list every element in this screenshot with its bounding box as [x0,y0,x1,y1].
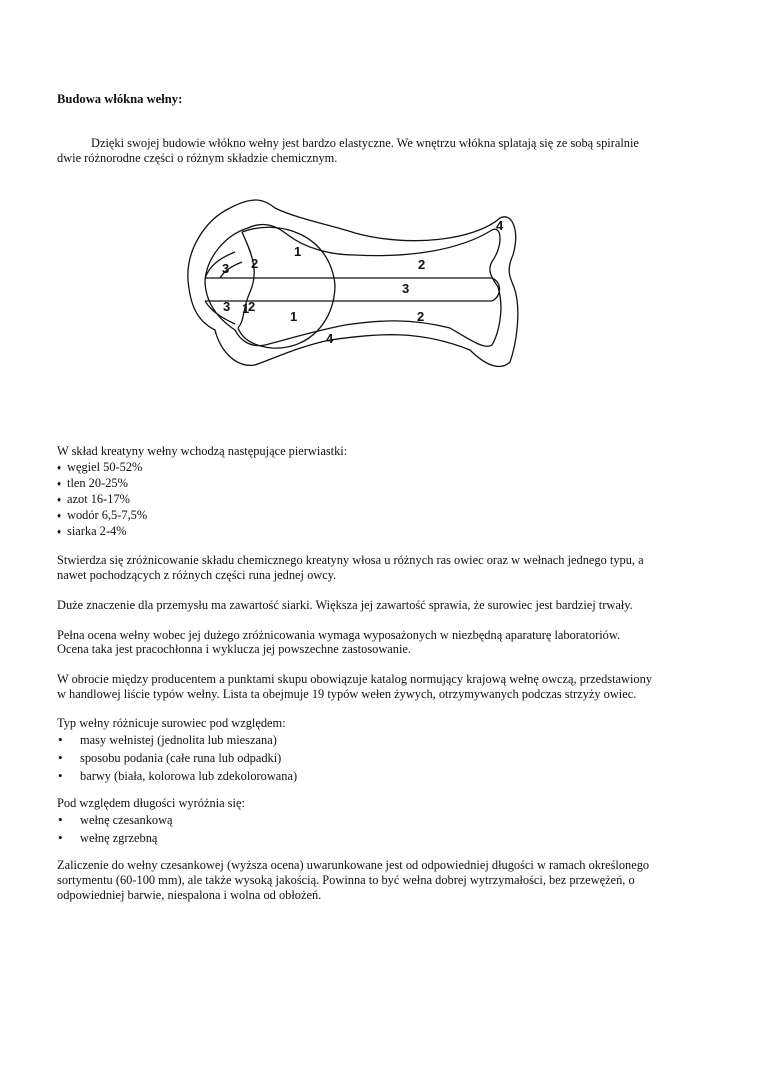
outer-layer-outline [188,200,518,366]
paragraph-4-line-1: W obrocie między producentem a punktami skupu obowiązuje katalog normujący krajową wełnę owczą, przedstawiony [57,672,653,686]
composition-list [57,460,347,540]
bullet-icon: • [58,768,63,783]
diagram-label: 3 [223,299,231,314]
final-line-1: Zaliczenie do wełny czesankowej (wyższa ocena) uwarunkowane jest od odpowiedniej długości w ramach określonego [57,858,650,872]
diamond-bullet-icon: ♦ [57,527,62,536]
list-item: • sposobu podania (całe runa lub odpadki) [58,750,282,765]
diagram-label: 4 [496,218,504,233]
diamond-bullet-icon: ♦ [57,511,62,520]
list-item: • wełnę czesankową [58,812,173,827]
paragraph-3-line-1: Pełna ocena wełny wobec jej dużego zróżnicowania wymaga wyposażonych w niezbędną aparaturę laboratoriów. [57,628,621,642]
list-item: ♦ wodór 6,5-7,5% [57,508,148,522]
intro-line-1: Dzięki swojej budowie włókno wełny jest bardzo elastyczne. We wnętrzu włókna splatają się ze sobą spiralnie [91,136,639,150]
list-item: ♦ tlen 20-25% [57,476,128,490]
paragraph-2: Duże znaczenie dla przemysłu ma zawartość siarki. Większa jej zawartość sprawia, że surowiec jest bardziej trwały. [57,598,633,612]
lengths-heading: Pod względem długości wyróżnia się: [57,796,245,810]
list-item: ♦ siarka 2-4% [57,524,127,538]
bullet-icon: • [58,830,63,845]
tip-arc-upper [205,252,235,278]
inner-layer-outline [205,224,501,346]
diagram-label: 3 [222,261,230,276]
paragraph-1-line-1: Stwierdza się zróżnicowanie składu chemicznego kreatyny włosa u różnych ras owiec oraz w wełnach jednego typu, a [57,553,644,567]
types-heading: Typ wełny różnicuje surowiec pod względem: [57,716,286,730]
composition-heading: W skład kreatyny wełny wchodzą następujące pierwiastki: [57,444,348,458]
final-line-2: sortymentu (60-100 mm), ale także wysoką jakością. Powinna to być wełna dobrej wytrzymałości, bez przewężeń, o [57,873,635,887]
diagram-label: 2 [251,256,259,271]
tip-arc-lower [205,301,235,324]
composition-section [57,444,347,540]
paragraph-1-line-2: nawet pochodzących z różnych części runa jednej owcy. [57,568,337,582]
diagram-label: 2 [417,309,425,324]
diagram-label: 3 [402,281,410,296]
diagram-label: 1 [242,301,250,316]
page-title: Budowa włókna wełny: [57,92,183,106]
diagram-label: 2 [248,299,256,314]
diagram-label: 1 [294,244,302,259]
diagram-label: 2 [418,257,426,272]
lengths-list [57,811,245,847]
bullet-icon: • [58,750,63,765]
intro-line-2: dwie różnorodne części o różnym składzie chemicznym. [57,151,338,165]
diagram-label: 4 [326,331,334,346]
types-section [57,716,297,785]
list-item: ♦ węgiel 50-52% [57,460,143,474]
list-item: • barwy (biała, kolorowa lub zdekolorowana) [58,768,298,783]
types-list [57,731,297,785]
paragraph-3-line-2: Ocena taka jest pracochłonna i wyklucza jej powszechne zastosowanie. [57,642,412,656]
bullet-icon: • [58,732,63,747]
final-line-3: odpowiedniej barwie, niespalona i wolna od obłożeń. [57,888,322,902]
diamond-bullet-icon: ♦ [57,463,62,472]
list-item: • wełnę zgrzebną [58,830,158,845]
paragraph-4-line-2: w handlowej liście typów wełny. Lista ta obejmuje 19 typów wełen żywych, otrzymywanych podczas strzyży owiec. [57,687,637,701]
wool-fiber-diagram-svg [180,190,525,385]
diamond-bullet-icon: ♦ [57,495,62,504]
bullet-icon: • [58,812,63,827]
diamond-bullet-icon: ♦ [57,479,62,488]
diagram-label: 1 [290,309,298,324]
wool-fiber-diagram [180,190,525,385]
lengths-section [57,796,245,847]
list-item: ♦ azot 16-17% [57,492,130,506]
list-item: • masy wełnistej (jednolita lub mieszana) [58,732,277,747]
